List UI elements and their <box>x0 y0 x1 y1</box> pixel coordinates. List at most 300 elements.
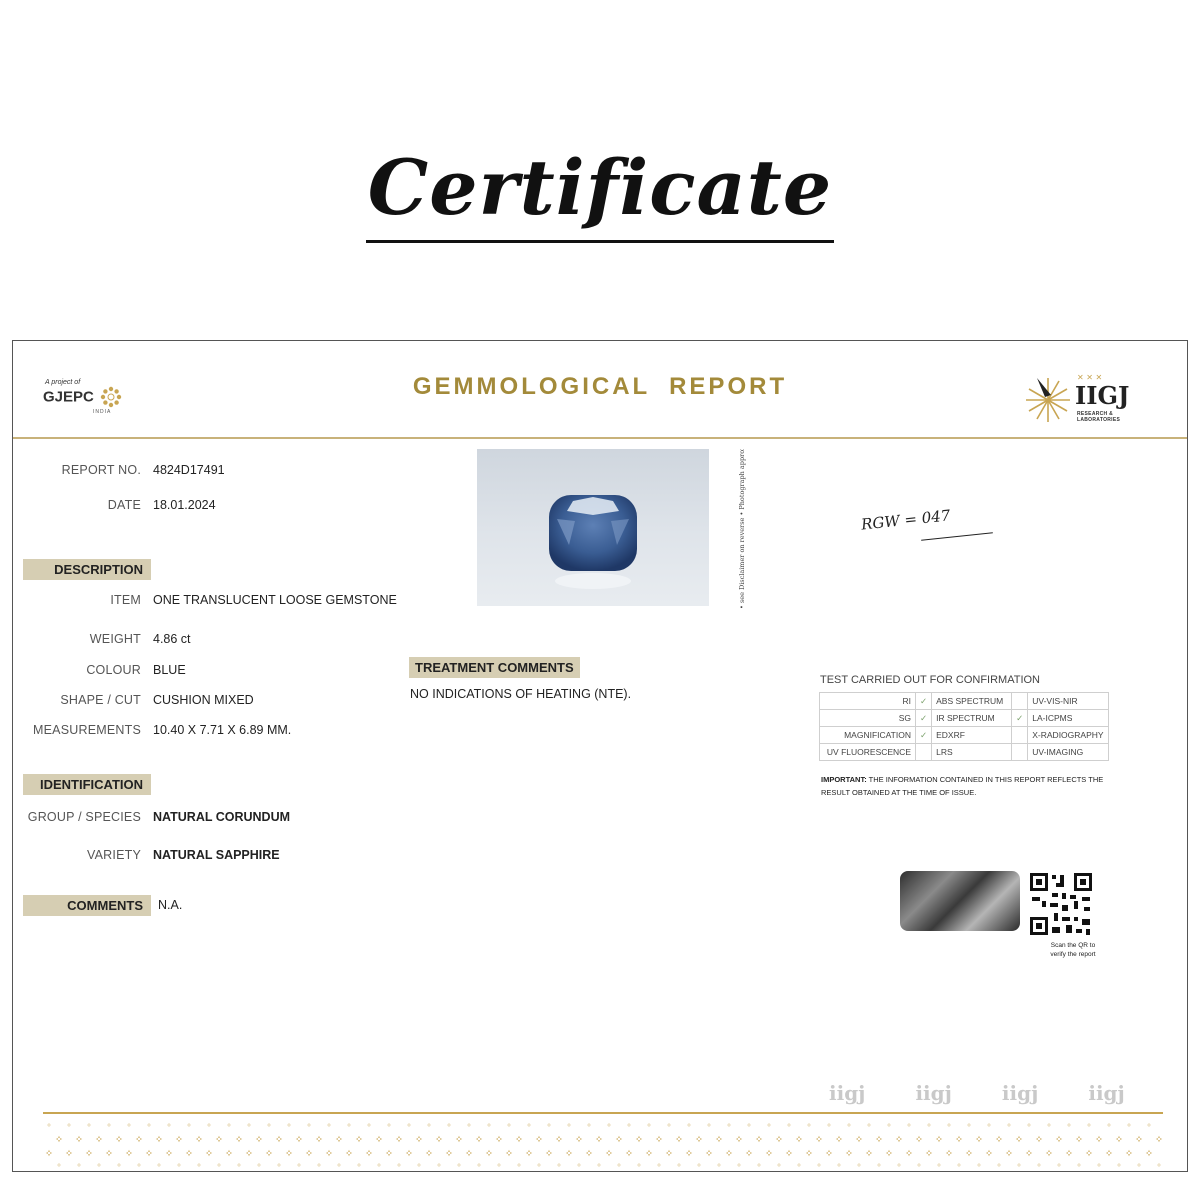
report-date: 18.01.2024 <box>153 498 216 512</box>
sparkle-icon <box>816 1136 822 1142</box>
sparkle-icon <box>206 1150 212 1156</box>
sparkle-icon <box>867 1123 871 1127</box>
sparkle-icon <box>296 1136 302 1142</box>
test-cell: RI <box>820 693 916 710</box>
sparkle-icon <box>897 1163 901 1167</box>
sparkle-icon <box>1107 1123 1111 1127</box>
sparkle-icon <box>786 1150 792 1156</box>
test-cell: UV-IMAGING <box>1028 744 1108 761</box>
sparkle-icon <box>146 1150 152 1156</box>
sparkle-icon <box>977 1163 981 1167</box>
sparkle-icon <box>107 1123 111 1127</box>
sparkle-icon <box>477 1163 481 1167</box>
sparkle-icon <box>877 1163 881 1167</box>
sparkle-icon <box>176 1136 182 1142</box>
sparkle-icon <box>796 1136 802 1142</box>
page-title-text: Certificate <box>366 140 834 243</box>
sparkle-icon <box>1127 1123 1131 1127</box>
sparkle-icon <box>316 1136 322 1142</box>
sparkle-icon <box>656 1136 662 1142</box>
sparkle-icon <box>1017 1163 1021 1167</box>
sparkle-icon <box>137 1163 141 1167</box>
colour-label: COLOUR <box>86 663 141 677</box>
sparkle-icon <box>616 1136 622 1142</box>
sparkle-icon <box>1026 1150 1032 1156</box>
gemstone-image <box>477 449 709 606</box>
page-title <box>0 140 1200 243</box>
sparkle-icon <box>986 1150 992 1156</box>
sparkle-icon <box>336 1136 342 1142</box>
svg-text:✕ ✕ ✕: ✕ ✕ ✕ <box>1077 373 1103 381</box>
important-text: THE INFORMATION CONTAINED IN THIS REPORT REFLECTS THE RESULT OBTAINED AT THE TIME OF ISSUE. <box>821 775 1104 797</box>
sparkle-icon <box>247 1123 251 1127</box>
test-cell: LRS <box>932 744 1012 761</box>
variety-label: VARIETY <box>87 848 141 862</box>
sparkle-icon <box>596 1136 602 1142</box>
sparkle-icon <box>836 1136 842 1142</box>
sparkle-icon <box>756 1136 762 1142</box>
sparkle-icon <box>237 1163 241 1167</box>
sparkle-icon <box>246 1150 252 1156</box>
sparkle-icon <box>647 1123 651 1127</box>
gjepc-project-text: A project of <box>45 379 81 386</box>
hologram-sticker <box>900 871 1020 931</box>
sparkle-icon <box>457 1163 461 1167</box>
sparkle-icon <box>966 1150 972 1156</box>
item-label: ITEM <box>110 593 141 607</box>
sparkle-icon <box>177 1163 181 1167</box>
tests-table <box>819 692 1109 761</box>
sparkle-icon <box>926 1150 932 1156</box>
sparkle-icon <box>987 1123 991 1127</box>
check-icon <box>1012 744 1028 761</box>
sparkle-icon <box>97 1163 101 1167</box>
sparkle-icon <box>127 1123 131 1127</box>
shape-label: SHAPE / CUT <box>60 693 141 707</box>
stars-icon <box>1077 373 1107 381</box>
sparkle-icon <box>346 1150 352 1156</box>
sparkle-icon <box>376 1136 382 1142</box>
photo-caption-text: • see Disclaimer on reverse • Photograph approx. <box>738 449 746 609</box>
sparkle-icon <box>536 1136 542 1142</box>
sparkle-icon <box>757 1163 761 1167</box>
sparkle-icon <box>916 1136 922 1142</box>
sparkle-icon <box>677 1163 681 1167</box>
sparkle-icon <box>56 1136 62 1142</box>
table-row <box>820 727 1109 744</box>
comments-value: N.A. <box>158 898 183 912</box>
sparkle-icon <box>546 1150 552 1156</box>
sparkle-icon <box>226 1150 232 1156</box>
sparkle-icon <box>576 1136 582 1142</box>
sparkle-icon <box>726 1150 732 1156</box>
sparkle-icon <box>86 1150 92 1156</box>
sparkle-icon <box>837 1163 841 1167</box>
handwritten-note: RGW = 047 <box>860 506 952 534</box>
sparkle-icon <box>126 1150 132 1156</box>
sparkle-icon <box>377 1163 381 1167</box>
sparkle-icon <box>1116 1136 1122 1142</box>
sparkle-icon <box>1046 1150 1052 1156</box>
sparkle-icon <box>156 1136 162 1142</box>
sparkle-icon <box>646 1150 652 1156</box>
sparkle-icon <box>327 1123 331 1127</box>
sparkle-icon <box>577 1163 581 1167</box>
sparkle-icon <box>676 1136 682 1142</box>
sparkle-icon <box>157 1163 161 1167</box>
watermark-logo: iigj <box>1001 1081 1039 1105</box>
sparkle-icon <box>1066 1150 1072 1156</box>
sparkle-icon <box>997 1163 1001 1167</box>
treatment-value: NO INDICATIONS OF HEATING (NTE). <box>410 687 632 701</box>
sparkle-icon <box>437 1163 441 1167</box>
sparkle-icon <box>236 1136 242 1142</box>
sparkle-icon <box>686 1150 692 1156</box>
sparkle-icon <box>167 1123 171 1127</box>
important-label: IMPORTANT: <box>821 775 867 784</box>
sparkle-icon <box>1086 1150 1092 1156</box>
sparkle-icon <box>416 1136 422 1142</box>
sparkle-icon <box>927 1123 931 1127</box>
sparkle-icon <box>1006 1150 1012 1156</box>
sparkle-icon <box>607 1123 611 1127</box>
sparkle-icon <box>47 1123 51 1127</box>
sparkle-icon <box>497 1163 501 1167</box>
iigj-name: IIGJ <box>1075 381 1130 410</box>
watermark-logo: iigj <box>829 1081 866 1105</box>
sparkle-icon <box>847 1123 851 1127</box>
sparkle-icon <box>1126 1150 1132 1156</box>
sparkle-icon <box>717 1163 721 1167</box>
colour-value: BLUE <box>153 663 186 677</box>
sparkle-icon <box>736 1136 742 1142</box>
sparkle-icon <box>696 1136 702 1142</box>
sparkle-icon <box>366 1150 372 1156</box>
sparkle-icon <box>427 1123 431 1127</box>
sparkle-icon <box>286 1150 292 1156</box>
sparkle-icon <box>537 1163 541 1167</box>
sparkle-icon <box>896 1136 902 1142</box>
qr-caption: Scan the QR to verify the report <box>1050 942 1096 958</box>
sparkle-icon <box>806 1150 812 1156</box>
test-cell: IR SPECTRUM <box>932 710 1012 727</box>
sparkle-icon <box>657 1163 661 1167</box>
sparkle-icon <box>557 1163 561 1167</box>
sparkle-icon <box>527 1123 531 1127</box>
sparkle-icon <box>386 1150 392 1156</box>
sparkle-icon <box>1087 1123 1091 1127</box>
sparkle-icon <box>136 1136 142 1142</box>
shape-value: CUSHION MIXED <box>153 693 254 707</box>
sparkle-icon <box>866 1150 872 1156</box>
sparkle-icon <box>947 1123 951 1127</box>
sparkle-icon <box>426 1150 432 1156</box>
sparkle-icon <box>66 1150 72 1156</box>
sparkle-icon <box>356 1136 362 1142</box>
test-cell: LA-ICPMS <box>1028 710 1108 727</box>
sparkle-icon <box>397 1163 401 1167</box>
sparkle-icon <box>887 1123 891 1127</box>
description-tag: DESCRIPTION <box>23 559 151 580</box>
sparkle-icon <box>976 1136 982 1142</box>
sparkle-icon <box>267 1123 271 1127</box>
sparkle-icon <box>627 1123 631 1127</box>
sparkle-icon <box>547 1123 551 1127</box>
sparkle-icon <box>1076 1136 1082 1142</box>
sparkle-icon <box>117 1163 121 1167</box>
sparkle-icon <box>417 1163 421 1167</box>
sparkle-icon <box>456 1136 462 1142</box>
gjepc-country: INDIA <box>93 409 112 415</box>
sparkle-icon <box>856 1136 862 1142</box>
report-number: 4824D17491 <box>153 463 225 477</box>
sparkle-icon <box>287 1123 291 1127</box>
sparkle-icon <box>857 1163 861 1167</box>
test-cell: SG <box>820 710 916 727</box>
sparkle-icon <box>876 1136 882 1142</box>
test-cell: EDXRF <box>932 727 1012 744</box>
sparkle-icon <box>1156 1136 1162 1142</box>
sparkle-icon <box>406 1150 412 1156</box>
group-value: NATURAL CORUNDUM <box>153 810 291 824</box>
sparkle-icon <box>767 1123 771 1127</box>
sparkle-icon <box>1137 1163 1141 1167</box>
sparkle-icon <box>1037 1163 1041 1167</box>
sparkle-icon <box>486 1150 492 1156</box>
sparkle-icon <box>1146 1150 1152 1156</box>
sparkle-icon <box>667 1123 671 1127</box>
sparkle-icon <box>187 1123 191 1127</box>
sparkle-icon <box>1007 1123 1011 1127</box>
table-row <box>820 710 1109 727</box>
sparkle-icon <box>77 1163 81 1167</box>
sparkle-icon <box>436 1136 442 1142</box>
identification-tag: IDENTIFICATION <box>23 774 151 795</box>
sparkle-icon <box>906 1150 912 1156</box>
sparkle-icon <box>1106 1150 1112 1156</box>
sparkle-icon <box>467 1123 471 1127</box>
report-heading: GEMMOLOGICAL REPORT <box>412 373 788 400</box>
sparkle-icon <box>196 1136 202 1142</box>
photo-caption <box>735 449 745 609</box>
sparkle-icon <box>1097 1163 1101 1167</box>
sparkle-icon <box>337 1163 341 1167</box>
sparkle-icon <box>387 1123 391 1127</box>
decorative-border <box>43 1111 1163 1171</box>
sparkle-icon <box>166 1150 172 1156</box>
sparkle-icon <box>476 1136 482 1142</box>
test-cell: UV FLUORESCENCE <box>820 744 916 761</box>
sparkle-icon <box>687 1123 691 1127</box>
sparkle-icon <box>886 1150 892 1156</box>
sparkle-icon <box>217 1163 221 1167</box>
sparkle-icon <box>727 1123 731 1127</box>
sparkle-icon <box>1067 1123 1071 1127</box>
check-icon: ✓ <box>916 693 932 710</box>
sparkle-icon <box>96 1136 102 1142</box>
table-row <box>820 693 1109 710</box>
sparkle-icon <box>787 1123 791 1127</box>
sparkle-icon <box>917 1163 921 1167</box>
sparkle-icon <box>1036 1136 1042 1142</box>
sparkle-icon <box>1016 1136 1022 1142</box>
sparkle-icon <box>1077 1163 1081 1167</box>
sparkle-icon <box>907 1123 911 1127</box>
check-icon: ✓ <box>1012 710 1028 727</box>
variety-value: NATURAL SAPPHIRE <box>153 848 280 862</box>
test-cell: ABS SPECTRUM <box>932 693 1012 710</box>
treatment-tag: TREATMENT COMMENTS <box>409 657 580 678</box>
sparkle-icon <box>106 1150 112 1156</box>
sparkle-icon <box>447 1123 451 1127</box>
sparkle-icon <box>967 1123 971 1127</box>
group-label: GROUP / SPECIES <box>27 810 141 824</box>
sparkle-icon <box>46 1150 52 1156</box>
test-cell: MAGNIFICATION <box>820 727 916 744</box>
sparkle-icon <box>826 1150 832 1156</box>
measurements-value: 10.40 X 7.71 X 6.89 MM. <box>153 723 292 737</box>
sparkle-icon <box>507 1123 511 1127</box>
sparkle-icon <box>957 1163 961 1167</box>
sparkle-icon <box>57 1163 61 1167</box>
report-header <box>13 341 1187 439</box>
sparkle-icon <box>266 1150 272 1156</box>
sparkle-icon <box>277 1163 281 1167</box>
sparkle-icon <box>306 1150 312 1156</box>
watermark-logo: iigj <box>915 1081 952 1105</box>
iigj-subtitle: RESEARCH & LABORATORIES <box>1077 411 1121 423</box>
sparkle-icon <box>597 1163 601 1167</box>
sparkle-icon <box>367 1123 371 1127</box>
sparkle-icon <box>147 1123 151 1127</box>
sparkle-icon <box>1056 1136 1062 1142</box>
important-note <box>821 773 1111 799</box>
sparkle-icon <box>626 1150 632 1156</box>
sparkle-icon <box>276 1136 282 1142</box>
tests-title: TEST CARRIED OUT FOR CONFIRMATION <box>820 674 1041 686</box>
sparkle-icon <box>506 1150 512 1156</box>
sparkle-icon <box>357 1163 361 1167</box>
sparkle-icon <box>746 1150 752 1156</box>
check-icon <box>1012 693 1028 710</box>
sparkle-icon <box>1027 1123 1031 1127</box>
sparkle-icon <box>396 1136 402 1142</box>
sparkle-icon <box>747 1123 751 1127</box>
sparkle-icon <box>446 1150 452 1156</box>
sparkle-icon <box>766 1150 772 1156</box>
sparkle-icon <box>1147 1123 1151 1127</box>
sparkle-icon <box>636 1136 642 1142</box>
sparkle-icon <box>1096 1136 1102 1142</box>
sparkle-icon <box>257 1163 261 1167</box>
sparkle-icon <box>617 1163 621 1167</box>
check-icon <box>916 744 932 761</box>
sparkle-icon <box>67 1123 71 1127</box>
item-value: ONE TRANSLUCENT LOOSE GEMSTONE <box>153 593 397 607</box>
sparkle-icon <box>827 1123 831 1127</box>
sparkle-icon <box>587 1123 591 1127</box>
sparkle-icon <box>996 1136 1002 1142</box>
sparkle-icon <box>606 1150 612 1156</box>
sparkle-icon <box>666 1150 672 1156</box>
sparkle-icon <box>817 1163 821 1167</box>
sparkle-icon <box>496 1136 502 1142</box>
sparkle-icon <box>76 1136 82 1142</box>
sparkle-icon <box>526 1150 532 1156</box>
sparkle-icon <box>777 1163 781 1167</box>
sparkle-icon <box>216 1136 222 1142</box>
sparkle-icon <box>307 1123 311 1127</box>
sparkle-icon <box>207 1123 211 1127</box>
sparkle-icon <box>487 1123 491 1127</box>
starburst-icon <box>1023 375 1073 425</box>
sparkle-icon <box>347 1123 351 1127</box>
sparkle-icon <box>1057 1163 1061 1167</box>
sparkle-icon <box>566 1150 572 1156</box>
sparkle-icon <box>1157 1163 1161 1167</box>
sparkle-icon <box>197 1163 201 1167</box>
sparkle-icon <box>317 1163 321 1167</box>
sparkle-icon <box>586 1150 592 1156</box>
sparkle-icon <box>846 1150 852 1156</box>
sparkle-icon <box>297 1163 301 1167</box>
iigj-logo <box>1023 371 1153 431</box>
gemmological-report-card <box>12 340 1188 1172</box>
sparkle-icon <box>407 1123 411 1127</box>
sparkle-icon <box>776 1136 782 1142</box>
sparkle-icon <box>1117 1163 1121 1167</box>
gemstone-photo <box>477 449 709 606</box>
sparkle-icon <box>937 1163 941 1167</box>
sparkle-icon <box>227 1123 231 1127</box>
sparkle-icon <box>1136 1136 1142 1142</box>
sparkle-icon <box>807 1123 811 1127</box>
sparkle-icon <box>1047 1123 1051 1127</box>
sparkle-icon <box>936 1136 942 1142</box>
measurements-label: MEASUREMENTS <box>33 723 141 737</box>
sparkle-icon <box>737 1163 741 1167</box>
comments-tag: COMMENTS <box>23 895 151 916</box>
table-row <box>820 744 1109 761</box>
check-icon: ✓ <box>916 710 932 727</box>
sparkle-icon <box>516 1136 522 1142</box>
report-number-label: REPORT NO. <box>61 463 141 477</box>
handwritten-underline <box>921 532 993 541</box>
sparkle-icon <box>697 1163 701 1167</box>
sparkle-icon <box>707 1123 711 1127</box>
sparkle-icon <box>517 1163 521 1167</box>
weight-value: 4.86 ct <box>153 632 191 646</box>
test-cell: X-RADIOGRAPHY <box>1028 727 1108 744</box>
qr-code[interactable] <box>1028 871 1094 937</box>
sparkle-icon <box>797 1163 801 1167</box>
sparkle-icon <box>466 1150 472 1156</box>
sparkle-icon <box>956 1136 962 1142</box>
check-icon: ✓ <box>916 727 932 744</box>
sparkle-icon <box>946 1150 952 1156</box>
sparkle-icon <box>567 1123 571 1127</box>
sparkle-icon <box>256 1136 262 1142</box>
sparkle-icon <box>706 1150 712 1156</box>
sparkle-icon <box>116 1136 122 1142</box>
sparkle-icon <box>637 1163 641 1167</box>
sparkle-icon <box>556 1136 562 1142</box>
gjepc-name: GJEPC <box>43 388 94 406</box>
weight-label: WEIGHT <box>89 632 141 646</box>
sparkle-icon <box>716 1136 722 1142</box>
date-label: DATE <box>107 498 141 512</box>
sparkle-icon <box>87 1123 91 1127</box>
